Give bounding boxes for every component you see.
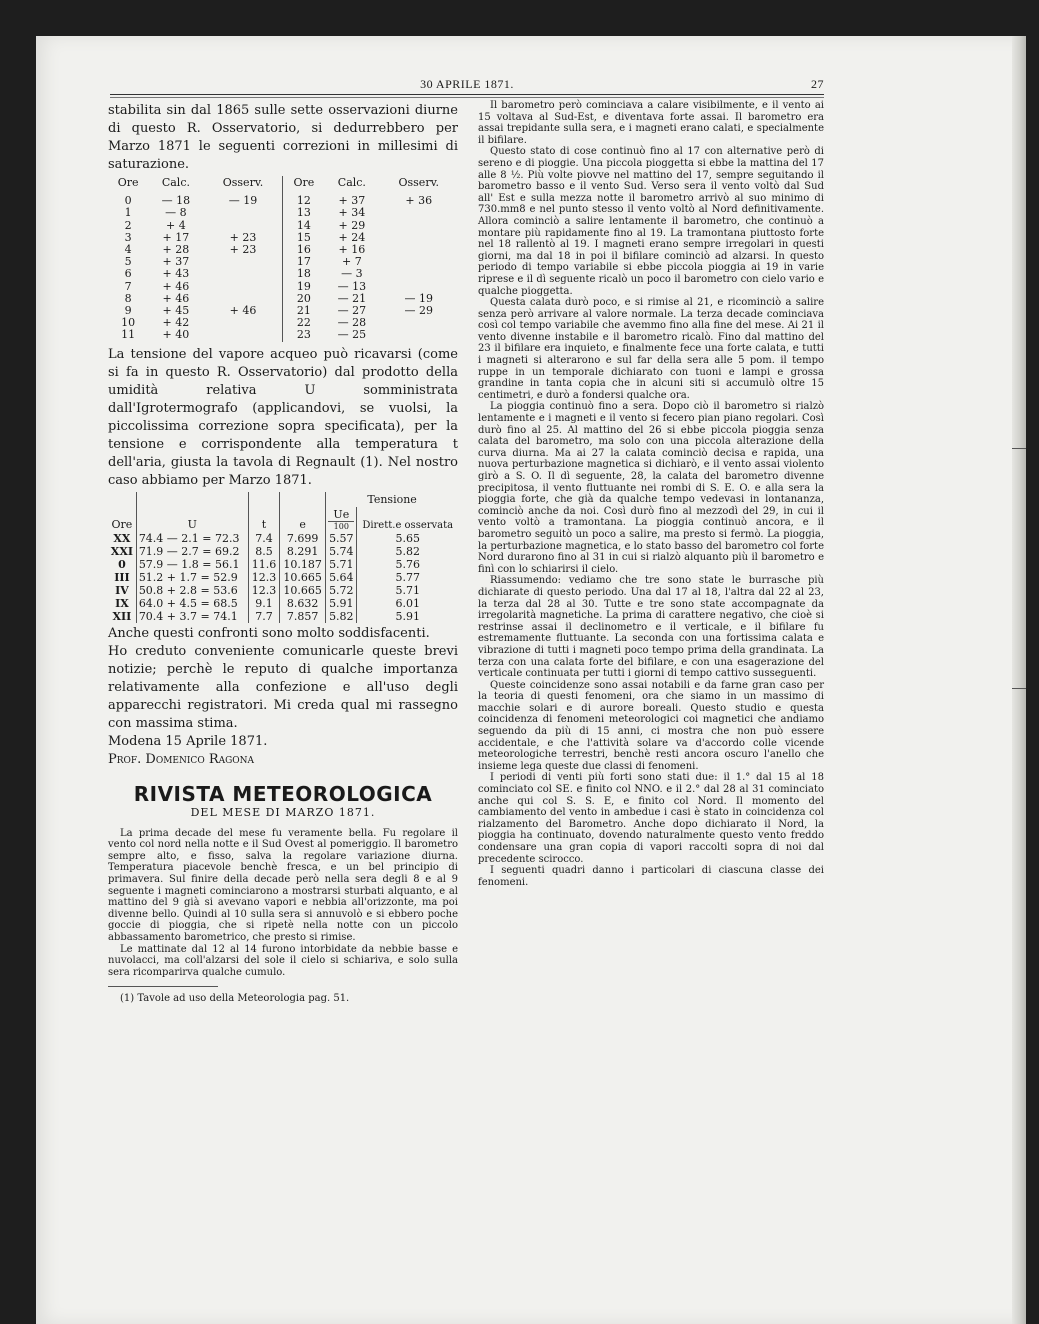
table-cell: — 19: [404, 291, 433, 305]
table-row: [108, 244, 458, 256]
table-cell: + 46: [204, 305, 283, 317]
table-cell: 20: [296, 291, 311, 305]
table-row: [108, 207, 458, 219]
page-edge: [1012, 36, 1026, 1324]
table-row: [108, 256, 458, 268]
table-cell: — 25: [337, 328, 367, 342]
right-paragraph: Il barometro però cominciava a calare visibilmente, e il vento ai 15 voltava al Sud-Est, e diventava forte assai. Il barometro era assai trepidante sulla sera, e i magneti erano calati, e specialmente il bifilare.: [478, 100, 824, 146]
table-cell: 10.187: [280, 558, 326, 571]
intro-paragraph: stabilita sin dal 1865 sulle sette osservazioni diurne di questo R. Osservatorio, si dedurrebbero per Marzo 1871 le seguenti correzioni in millesimi di saturazione.: [108, 103, 458, 172]
table-cell: [379, 329, 458, 341]
table-cell: 18: [296, 267, 311, 281]
table-cell: 4: [124, 243, 132, 257]
table-cell: + 16: [338, 243, 366, 257]
table-cell: 5.71: [357, 584, 458, 597]
table-cell: + 28: [162, 243, 190, 257]
table-row: [108, 305, 458, 317]
right-paragraph: I periodi di venti più forti sono stati due: il 1.° dal 15 al 18 cominciato col SE. e finito col NNO. e il 2.° dal 28 al 31 cominciato anche qui col S. S. E, e finito col Nord. Il momento del cambiamento del vento in ambedue i casi è stato in coincidenza col rialzamento del Barometro. Anche dopo dichiarato il Nord, la pioggia ha continuato, dovendo naturalmente questo vento freddo condensare una gran copia di vapori raccolti sopra di noi dal precedente scirocco.: [478, 772, 824, 865]
table-row: [108, 220, 458, 232]
table-cell: — 13: [337, 279, 367, 293]
table-cell: — 21: [337, 291, 367, 305]
table-cell: + 45: [162, 304, 190, 318]
table-cell: 6.01: [357, 597, 458, 610]
table-cell: III: [114, 570, 130, 584]
table-row: [108, 571, 458, 584]
table-cell: 50.8 + 2.8 = 53.6: [136, 584, 248, 597]
table-cell: 8.291: [280, 545, 326, 558]
tension-table-body: [108, 532, 458, 623]
table-cell: + 42: [162, 316, 190, 330]
table-row: [108, 584, 458, 597]
tension-header-ue-num: Ue: [328, 508, 354, 522]
table-cell: + 7: [342, 255, 362, 269]
table-cell: — 8: [165, 206, 187, 220]
table-cell: 8.632: [280, 597, 326, 610]
table-cell: + 37: [338, 194, 366, 208]
header-rule-secondary: [110, 97, 824, 98]
table-cell: 9: [124, 304, 132, 318]
running-header: [110, 73, 824, 95]
table-row: [108, 545, 458, 558]
tension-table: [108, 492, 458, 623]
table-cell: 0: [118, 557, 126, 571]
table-cell: 5.82: [357, 545, 458, 558]
table-cell: 19: [296, 279, 311, 293]
table-cell: 5.74: [326, 545, 357, 558]
table-cell: 2: [124, 218, 132, 232]
table-cell: 15: [296, 230, 311, 244]
rivista-body: [108, 828, 458, 979]
binding-mark: [1012, 688, 1026, 689]
right-paragraph: Riassumendo: vediamo che tre sono state le burrasche più dichiarate di questo periodo. Una dal 17 al 18, l'altra dal 22 al 23, la terza dal 28 al 30. Tutte e tre sono state accompagnate da irregolarità magnetiche. La prima di carattere negativo, che cioè si restrinse assai il declinometro e il verticale, e il bifilare fu estremamente fluttuante. La seconda con una fortissima calata e vibrazione di tutti i magneti poco tempo prima della grandinata. La terza con una calata forte del bifilare, e con una esagerazione del verticale continuata per tutti i giorni di tempo cattivo susseguenti.: [478, 575, 824, 680]
table-cell: — 27: [337, 304, 367, 318]
table-cell: 7.699: [280, 532, 326, 545]
table-row: [108, 317, 458, 329]
tension-header-ue-den: 100: [333, 521, 349, 531]
table-cell: 5.77: [357, 571, 458, 584]
author-name: Prof. Domenico Ragona: [108, 751, 255, 767]
table-cell: 3: [124, 230, 132, 244]
corrections-header-cell: Osserv.: [204, 176, 283, 195]
rivista-paragraph: La prima decade del mese fu veramente bella. Fu regolare il vento col nord nella notte e il Sud Ovest al pomeriggio. Il barometro sempre alto, e fisso, salva la regolare variazione diurna. Temperatura piacevole benchè fresca, e un bel principio di primavera. Sul finire della decade però nella sera degli 8 e al 9 seguente i magneti cominciarono a mostrarsi sturbati alquanto, e al mattino del 9 già si avevano vapori e nebbia all'orizzonte, ma poi divenne bello. Quindi al 10 sulla sera si annuvolò e si ebbero poche goccie di pioggia, che si ripetè nella notte con un piccolo abbassamento barometrico, che presto si rimise.: [108, 827, 458, 943]
table-cell: 7.7: [248, 610, 279, 623]
table-cell: 12.3: [248, 571, 279, 584]
right-paragraph: I seguenti quadri danno i particolari di ciascuna classe dei fenomeni.: [478, 865, 824, 888]
table-row: [108, 597, 458, 610]
table-cell: + 46: [162, 291, 190, 305]
right-paragraph: Questo stato di cose continuò fino al 17 con alternative però di sereno e di pioggie. Una piccola pioggetta si ebbe la mattina del 17 alle 8 ½. Più volte piovve nel mattino del 17, sempre seguitando il barometro basso e il vento Sud. Verso sera il vento voltò dal Sud all' Est e sulla mezza notte il barometro arrivò al suo minimo di 730.mm8 e nel punto stesso il vento voltò al Nord definitivamente. Allora cominciò a salire lentamente il barometro, che continuò a montare più rapidamente fino al 19. La tramontana piuttosto forte nel 18 rallentò al 19. I magneti erano sempre irregolari in questi giorni, ma dal 18 in poi il bifilare cominciò ad alzarsi. In questo periodo di tempo variabile si ebbe piccola pioggia ai 19 in varie riprese e il dì seguente ricalò un poco il barometro con cielo vario e qualche pioggetta.: [478, 146, 824, 297]
signoff-place: Modena 15 Aprile 1871.: [108, 733, 268, 749]
rivista-subtitle: DEL MESE DI MARZO 1871.: [190, 805, 376, 819]
table-cell: 71.9 — 2.7 = 69.2: [136, 545, 248, 558]
table-cell: 12: [296, 194, 311, 208]
table-cell: XII: [112, 609, 132, 623]
table-cell: 5.64: [326, 571, 357, 584]
table-cell: [379, 281, 458, 293]
table-cell: 70.4 + 3.7 = 74.1: [136, 610, 248, 623]
table-cell: IV: [115, 583, 129, 597]
table-cell: [379, 256, 458, 268]
footnote: (1) Tavole ad uso della Meteorologia pag. 51.: [120, 993, 350, 1005]
table-cell: [379, 232, 458, 244]
corrections-table: [108, 176, 458, 342]
table-cell: 11.6: [248, 558, 279, 571]
table-cell: 74.4 — 2.1 = 72.3: [136, 532, 248, 545]
right-paragraph: Questa calata durò poco, e si rimise al 21, e ricominciò a salire senza però arrivare al valore normale. La terza decade cominciava così col tempo variabile che avemmo fino alla fine del mese. Ai 21 il vento divenne instabile e il barometro ricalò. Fino dal mattino del 23 il bifilare era inquieto, e finalmente fece una forte calata, e tutti i magneti si alterarono e sul far della sera alle 5 pom. il tempo ruppe in un temporale dichiarato con tuoni e lampi e grossa grandine in tanta copia che in alcuni siti si accumulò oltre 15 centimetri, e durò a fondersi qualche ora.: [478, 297, 824, 401]
corrections-table-header: [108, 176, 458, 195]
right-paragraph: Queste coincidenze sono assai notabili e da farne gran caso per la teoria di questi fenomeni, ora che siamo in un massimo di macchie solari e di aurore boreali. Questo studio e questa coincidenza di fenomeni meteorologici coi magnetici che andiamo seguendo da più di 15 anni, ci mostra che non può essere accidentale, e che l'attività solare va d'accordo colle vicende meteorologiche terrestri, benchè resti ancora oscuro l'anello che insieme lega queste due classi di fenomeni.: [478, 679, 824, 772]
confronti-paragraph: Anche questi confronti sono molto soddisfacenti.: [108, 625, 430, 641]
table-cell: 5.57: [326, 532, 357, 545]
table-cell: — 18: [161, 194, 191, 208]
tension-header-ue: [326, 507, 357, 532]
closing-paragraph: Ho creduto conveniente comunicarle queste brevi notizie; perchè le reputo di qualche importanza relativamente alla confezione e all'uso degli apparecchi registratori. Mi creda qual mi rassegno con massima stima.: [108, 643, 458, 731]
binding-mark: [1012, 448, 1026, 449]
table-cell: [379, 317, 458, 329]
table-cell: — 19: [204, 195, 283, 207]
table-cell: + 46: [162, 279, 190, 293]
corrections-header-cell: Osserv.: [398, 176, 439, 189]
table-cell: 21: [296, 304, 311, 318]
signoff-name: [108, 751, 458, 769]
table-cell: [204, 317, 283, 329]
table-row: [108, 281, 458, 293]
table-cell: + 17: [162, 230, 190, 244]
tension-header-e: e: [280, 492, 326, 532]
table-cell: + 36: [405, 194, 433, 208]
rivista-title: RIVISTA METEOROLOGICA: [133, 781, 433, 806]
tension-header-group: Tensione: [326, 492, 458, 507]
table-cell: + 40: [162, 328, 190, 342]
table-cell: 10.665: [280, 584, 326, 597]
table-cell: + 29: [338, 218, 366, 232]
table-row: [108, 558, 458, 571]
table-cell: 7: [124, 279, 132, 293]
table-row: [108, 195, 458, 207]
table-cell: [204, 281, 283, 293]
table-cell: [379, 244, 458, 256]
table-cell: [204, 220, 283, 232]
table-cell: 12.3: [248, 584, 279, 597]
table-cell: 10.665: [280, 571, 326, 584]
table-cell: XXI: [110, 544, 134, 558]
table-cell: 51.2 + 1.7 = 52.9: [136, 571, 248, 584]
table-row: [108, 532, 458, 545]
table-cell: — 29: [404, 304, 433, 318]
table-row: [108, 232, 458, 244]
tension-header-ore: Ore: [111, 517, 133, 531]
table-cell: 5.91: [357, 610, 458, 623]
corrections-header-cell: Ore: [293, 176, 315, 189]
right-column: [478, 100, 824, 1150]
table-cell: 17: [296, 255, 311, 269]
right-paragraph: La pioggia continuò fino a sera. Dopo ciò il barometro si rialzò lentamente e i magneti e il vento si fecero pian piano regolari. Così durò fino al 25. Al mattino del 26 si ebbe piccola pioggia senza calata del barometro, ma solo con una piccola alterazione della curva diurna. Ma ai 27 la calata cominciò decisa e rapida, una nuova perturbazione magnetica si dichiarò, e il vento assai violento girò a S. O. Il dì seguente, 28, la calata del barometro divenne precipitosa, il vento fluttuante nei rombi di S. E. O. e alla sera la pioggia forte, che già da qualche tempo vedevasi in lontananza, cominciò anche da noi. Così durò fino al mezzodì del 29, in cui il vento voltò a tramontana. La pioggia continuò ancora, e il barometro seguitò un poco a salire, ma presto si fermò. La pioggia, la perturbazione magnetica, e lo stato basso del barometro col forte Nord durarono fino al 31 in cui si rialzò alquanto più il barometro e finì con lo schiarirsi il cielo.: [478, 401, 824, 575]
corrections-header-cell: Calc.: [337, 176, 366, 189]
corrections-table-body: [108, 195, 458, 341]
table-cell: [204, 268, 283, 280]
table-cell: [204, 207, 283, 219]
table-cell: 0: [124, 194, 132, 208]
table-cell: 14: [296, 218, 311, 232]
table-cell: — 3: [341, 267, 363, 281]
table-cell: — 28: [337, 316, 367, 330]
table-cell: 8.5: [248, 545, 279, 558]
rivista-paragraph: Le mattinate dal 12 al 14 furono intorbidate da nebbie basse e nuvolacci, ma coll'alzarsi del sole il cielo si schiariva, e solo sulla sera ricomparirva qualche cumulo.: [108, 943, 458, 978]
table-cell: [204, 329, 283, 341]
table-cell: 5.91: [326, 597, 357, 610]
page-number: 27: [811, 77, 824, 91]
footnote-rule: [108, 986, 218, 987]
table-cell: 7.4: [248, 532, 279, 545]
table-cell: 9.1: [248, 597, 279, 610]
table-cell: [379, 268, 458, 280]
table-cell: [204, 256, 283, 268]
table-cell: 6: [124, 267, 132, 281]
table-cell: + 37: [162, 255, 190, 269]
table-cell: XX: [113, 531, 131, 545]
table-cell: 16: [296, 243, 311, 257]
table-cell: + 23: [204, 232, 283, 244]
corrections-header-cell: Calc.: [161, 176, 190, 189]
tension-header-t: t: [248, 492, 279, 532]
tension-header-u: U: [136, 492, 248, 532]
table-cell: + 24: [338, 230, 366, 244]
table-cell: 8: [124, 291, 132, 305]
table-cell: + 43: [162, 267, 190, 281]
tension-header-dirett: Dirett.e osservata: [357, 507, 458, 532]
table-row: [108, 610, 458, 623]
table-cell: 5: [124, 255, 132, 269]
table-cell: 5.82: [326, 610, 357, 623]
header-rule: [110, 94, 824, 95]
table-cell: 64.0 + 4.5 = 68.5: [136, 597, 248, 610]
table-cell: 5.71: [326, 558, 357, 571]
vapor-paragraph: La tensione del vapore acqueo può ricavarsi (come si fa in questo R. Osservatorio) dal prodotto della umidità relativa U somministrata dall'Igrotermografo (applicandovi, se vuolsi, la piccolissima correzione sopra specificata), per la tensione e corrispondente alla temperatura t dell'aria, giusta la tavola di Regnault (1). Nel nostro caso abbiamo per Marzo 1871.: [108, 346, 458, 488]
table-cell: 11: [121, 328, 136, 342]
table-cell: 5.72: [326, 584, 357, 597]
table-cell: 22: [296, 316, 311, 330]
table-cell: 57.9 — 1.8 = 56.1: [136, 558, 248, 571]
table-cell: 5.76: [357, 558, 458, 571]
table-row: [108, 329, 458, 341]
table-cell: 10: [121, 316, 136, 330]
table-cell: 5.65: [357, 532, 458, 545]
table-row: [108, 268, 458, 280]
table-cell: + 4: [166, 218, 186, 232]
left-column: [108, 102, 458, 1142]
table-cell: 7.857: [280, 610, 326, 623]
header-date: 30 APRILE 1871.: [420, 77, 514, 91]
table-cell: + 23: [204, 244, 283, 256]
corrections-header-cell: Ore: [117, 176, 139, 189]
table-cell: 23: [296, 328, 311, 342]
table-cell: + 34: [338, 206, 366, 220]
table-cell: [379, 220, 458, 232]
table-cell: 1: [124, 206, 132, 220]
table-cell: IX: [115, 596, 129, 610]
table-cell: [379, 207, 458, 219]
table-cell: 13: [296, 206, 311, 220]
